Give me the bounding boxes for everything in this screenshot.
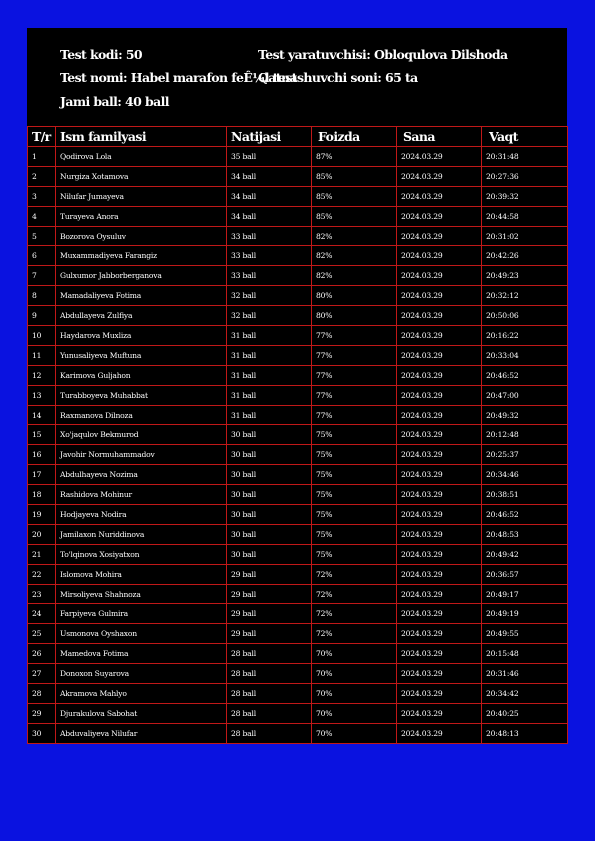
table-cell: 20:16:22 <box>482 326 568 346</box>
table-cell: 20:49:42 <box>482 544 568 564</box>
table-cell: 2024.03.29 <box>397 703 482 723</box>
table-cell: 20:36:57 <box>482 564 568 584</box>
table-cell: Rashidova Mohinur <box>56 485 227 505</box>
table-cell: 7 <box>28 266 56 286</box>
table-cell: 20:33:04 <box>482 345 568 365</box>
total-score: Jami ball: 40 ball <box>60 94 169 109</box>
table-cell: 31 ball <box>227 385 312 405</box>
table-cell: 2024.03.29 <box>397 604 482 624</box>
column-header: Ism familyasi <box>56 127 227 147</box>
table-cell: 35 ball <box>227 147 312 167</box>
table-cell: 77% <box>312 326 397 346</box>
table-row <box>28 684 568 704</box>
table-cell: 20:27:36 <box>482 166 568 186</box>
table-cell: 8 <box>28 286 56 306</box>
table-cell: 32 ball <box>227 306 312 326</box>
column-header: Foizda <box>312 127 397 147</box>
table-row <box>28 345 568 365</box>
table-cell: 70% <box>312 723 397 743</box>
table-cell: 13 <box>28 385 56 405</box>
table-cell: 24 <box>28 604 56 624</box>
table-row <box>28 286 568 306</box>
table-cell: Djurakulova Sabohat <box>56 703 227 723</box>
table-cell: 77% <box>312 385 397 405</box>
table-row <box>28 544 568 564</box>
table-row <box>28 644 568 664</box>
table-row <box>28 485 568 505</box>
table-cell: 2024.03.29 <box>397 286 482 306</box>
table-cell: 34 ball <box>227 186 312 206</box>
table-cell: 20:12:48 <box>482 425 568 445</box>
table-cell: Farpiyeva Gulmira <box>56 604 227 624</box>
table-cell: 2024.03.29 <box>397 544 482 564</box>
table-cell: 30 ball <box>227 544 312 564</box>
table-cell: 75% <box>312 544 397 564</box>
table-cell: 2024.03.29 <box>397 723 482 743</box>
table-row <box>28 326 568 346</box>
table-cell: 20:49:55 <box>482 624 568 644</box>
table-row <box>28 604 568 624</box>
table-cell: Islomova Mohira <box>56 564 227 584</box>
table-cell: 33 ball <box>227 226 312 246</box>
table-cell: 75% <box>312 465 397 485</box>
table-cell: 20:31:46 <box>482 664 568 684</box>
table-cell: 87% <box>312 147 397 167</box>
table-cell: Turabboyeva Muhabbat <box>56 385 227 405</box>
table-cell: 25 <box>28 624 56 644</box>
table-cell: 32 ball <box>227 286 312 306</box>
table-cell: Nilufar Jumayeva <box>56 186 227 206</box>
table-cell: 20 <box>28 524 56 544</box>
table-cell: 2024.03.29 <box>397 445 482 465</box>
table-row <box>28 186 568 206</box>
table-cell: 2024.03.29 <box>397 624 482 644</box>
table-cell: 31 ball <box>227 326 312 346</box>
table-cell: 2024.03.29 <box>397 465 482 485</box>
table-cell: To'lqinova Xosiyatxon <box>56 544 227 564</box>
table-row <box>28 405 568 425</box>
table-cell: 9 <box>28 306 56 326</box>
table-cell: 20:48:53 <box>482 524 568 544</box>
table-cell: 3 <box>28 186 56 206</box>
table-cell: 2 <box>28 166 56 186</box>
table-cell: 23 <box>28 584 56 604</box>
test-code: Test kodi: 50 <box>60 47 143 62</box>
table-cell: 2024.03.29 <box>397 684 482 704</box>
table-cell: 28 <box>28 684 56 704</box>
table-cell: 5 <box>28 226 56 246</box>
table-cell: 75% <box>312 445 397 465</box>
table-cell: 30 ball <box>227 485 312 505</box>
table-cell: 34 ball <box>227 206 312 226</box>
table-cell: 28 ball <box>227 684 312 704</box>
table-cell: 27 <box>28 664 56 684</box>
table-cell: Abduvaliyeva Nilufar <box>56 723 227 743</box>
column-header: Vaqt <box>482 127 568 147</box>
table-row <box>28 505 568 525</box>
table-cell: 75% <box>312 485 397 505</box>
table-cell: Abdulhayeva Nozima <box>56 465 227 485</box>
table-cell: 82% <box>312 246 397 266</box>
table-cell: 2024.03.29 <box>397 505 482 525</box>
table-row <box>28 226 568 246</box>
table-cell: 19 <box>28 505 56 525</box>
table-cell: Gulxumor Jabborberganova <box>56 266 227 286</box>
column-header: Sana <box>397 127 482 147</box>
table-cell: 20:49:17 <box>482 584 568 604</box>
table-cell: 2024.03.29 <box>397 564 482 584</box>
table-row <box>28 206 568 226</box>
column-header: T/r <box>28 127 56 147</box>
table-cell: 20:42:26 <box>482 246 568 266</box>
table-cell: 2024.03.29 <box>397 485 482 505</box>
table-cell: 20:25:37 <box>482 445 568 465</box>
table-cell: 2024.03.29 <box>397 306 482 326</box>
table-cell: 70% <box>312 703 397 723</box>
table-row <box>28 723 568 743</box>
table-cell: 75% <box>312 425 397 445</box>
table-cell: 1 <box>28 147 56 167</box>
table-cell: 77% <box>312 405 397 425</box>
table-cell: 33 ball <box>227 266 312 286</box>
table-cell: 26 <box>28 644 56 664</box>
table-cell: 31 ball <box>227 365 312 385</box>
table-cell: 2024.03.29 <box>397 166 482 186</box>
table-cell: Mamadaliyeva Fotima <box>56 286 227 306</box>
table-row <box>28 425 568 445</box>
table-cell: 2024.03.29 <box>397 186 482 206</box>
table-cell: Raxmanova Dilnoza <box>56 405 227 425</box>
table-row <box>28 703 568 723</box>
table-cell: 30 ball <box>227 445 312 465</box>
table-cell: Nurgiza Xotamova <box>56 166 227 186</box>
table-cell: 77% <box>312 365 397 385</box>
table-row <box>28 664 568 684</box>
table-cell: 22 <box>28 564 56 584</box>
table-cell: 20:46:52 <box>482 505 568 525</box>
table-row <box>28 365 568 385</box>
table-cell: Javohir Normuhammadov <box>56 445 227 465</box>
table-cell: 16 <box>28 445 56 465</box>
table-cell: 15 <box>28 425 56 445</box>
table-cell: 20:47:00 <box>482 385 568 405</box>
table-row <box>28 147 568 167</box>
table-cell: 80% <box>312 286 397 306</box>
table-cell: 72% <box>312 624 397 644</box>
table-cell: Mirsoliyeva Shahnoza <box>56 584 227 604</box>
table-cell: 29 ball <box>227 564 312 584</box>
table-cell: 6 <box>28 246 56 266</box>
table-cell: 2024.03.29 <box>397 226 482 246</box>
table-cell: 2024.03.29 <box>397 365 482 385</box>
table-cell: 80% <box>312 306 397 326</box>
table-cell: Haydarova Muxliza <box>56 326 227 346</box>
table-cell: 28 ball <box>227 703 312 723</box>
table-cell: 2024.03.29 <box>397 524 482 544</box>
table-cell: 70% <box>312 664 397 684</box>
table-cell: 20:49:19 <box>482 604 568 624</box>
table-cell: 28 ball <box>227 723 312 743</box>
table-cell: Hodjayeva Nodira <box>56 505 227 525</box>
table-row <box>28 624 568 644</box>
table-cell: 75% <box>312 524 397 544</box>
table-cell: 29 ball <box>227 584 312 604</box>
table-cell: 2024.03.29 <box>397 206 482 226</box>
table-cell: 30 ball <box>227 505 312 525</box>
table-cell: 2024.03.29 <box>397 644 482 664</box>
participants-count: Qatnashuvchi soni: 65 ta <box>258 70 418 85</box>
table-cell: 20:46:52 <box>482 365 568 385</box>
table-cell: 29 <box>28 703 56 723</box>
table-cell: Xo'jaqulov Bekmurod <box>56 425 227 445</box>
table-cell: 20:48:13 <box>482 723 568 743</box>
table-cell: 2024.03.29 <box>397 246 482 266</box>
table-cell: 12 <box>28 365 56 385</box>
table-cell: 18 <box>28 485 56 505</box>
table-cell: Jamilaxon Nuriddinova <box>56 524 227 544</box>
test-name: Test nomi: Habel marafon feÊ¼l test <box>60 70 297 85</box>
table-cell: 2024.03.29 <box>397 425 482 445</box>
table-cell: 85% <box>312 206 397 226</box>
table-cell: 2024.03.29 <box>397 266 482 286</box>
table-cell: 72% <box>312 584 397 604</box>
table-cell: 20:40:25 <box>482 703 568 723</box>
table-cell: 2024.03.29 <box>397 664 482 684</box>
table-cell: Abdullayeva Zulfiya <box>56 306 227 326</box>
table-cell: 85% <box>312 166 397 186</box>
table-cell: 31 ball <box>227 405 312 425</box>
table-cell: 82% <box>312 226 397 246</box>
table-cell: 20:31:02 <box>482 226 568 246</box>
table-row <box>28 385 568 405</box>
table-cell: Karimova Guljahon <box>56 365 227 385</box>
table-cell: 30 ball <box>227 524 312 544</box>
table-cell: 21 <box>28 544 56 564</box>
table-cell: 30 <box>28 723 56 743</box>
table-cell: Mamedova Fotima <box>56 644 227 664</box>
results-sheet <box>27 28 567 744</box>
table-cell: Bozorova Oysuluv <box>56 226 227 246</box>
table-cell: 77% <box>312 345 397 365</box>
table-cell: Muxammadiyeva Farangiz <box>56 246 227 266</box>
table-cell: 20:44:58 <box>482 206 568 226</box>
table-cell: 17 <box>28 465 56 485</box>
table-cell: Turayeva Anora <box>56 206 227 226</box>
table-cell: 29 ball <box>227 604 312 624</box>
table-cell: 10 <box>28 326 56 346</box>
table-cell: 20:34:42 <box>482 684 568 704</box>
table-cell: 33 ball <box>227 246 312 266</box>
table-row <box>28 266 568 286</box>
table-cell: 20:49:23 <box>482 266 568 286</box>
table-cell: Qodirova Lola <box>56 147 227 167</box>
table-cell: 20:49:32 <box>482 405 568 425</box>
table-cell: 70% <box>312 644 397 664</box>
table-row <box>28 445 568 465</box>
table-cell: 20:39:32 <box>482 186 568 206</box>
table-cell: 2024.03.29 <box>397 584 482 604</box>
table-cell: 20:31:48 <box>482 147 568 167</box>
table-cell: 30 ball <box>227 465 312 485</box>
table-cell: 11 <box>28 345 56 365</box>
column-header: Natijasi <box>227 127 312 147</box>
table-cell: 72% <box>312 604 397 624</box>
table-cell: 20:38:51 <box>482 485 568 505</box>
table-cell: 2024.03.29 <box>397 405 482 425</box>
table-row <box>28 524 568 544</box>
table-cell: 2024.03.29 <box>397 345 482 365</box>
table-row <box>28 584 568 604</box>
test-author: Test yaratuvchisi: Obloqulova Dilshoda <box>258 47 508 62</box>
table-cell: 72% <box>312 564 397 584</box>
table-cell: 2024.03.29 <box>397 147 482 167</box>
table-cell: 28 ball <box>227 644 312 664</box>
table-row <box>28 306 568 326</box>
table-cell: Donoxon Suyarova <box>56 664 227 684</box>
table-cell: Usmonova Oyshaxon <box>56 624 227 644</box>
table-row <box>28 166 568 186</box>
table-cell: 82% <box>312 266 397 286</box>
table-cell: 30 ball <box>227 425 312 445</box>
table-cell: 14 <box>28 405 56 425</box>
table-cell: 75% <box>312 505 397 525</box>
table-cell: 20:50:06 <box>482 306 568 326</box>
table-cell: 20:32:12 <box>482 286 568 306</box>
table-cell: 2024.03.29 <box>397 385 482 405</box>
table-cell: 2024.03.29 <box>397 326 482 346</box>
table-cell: 20:15:48 <box>482 644 568 664</box>
table-cell: Akramova Mahlyo <box>56 684 227 704</box>
table-row <box>28 564 568 584</box>
table-row <box>28 246 568 266</box>
table-row <box>28 465 568 485</box>
table-cell: 31 ball <box>227 345 312 365</box>
table-cell: 20:34:46 <box>482 465 568 485</box>
results-table <box>27 126 568 744</box>
table-cell: 4 <box>28 206 56 226</box>
table-cell: Yunusaliyeva Muftuna <box>56 345 227 365</box>
table-cell: 70% <box>312 684 397 704</box>
table-cell: 34 ball <box>227 166 312 186</box>
table-cell: 85% <box>312 186 397 206</box>
table-cell: 29 ball <box>227 624 312 644</box>
table-header-row <box>28 127 568 147</box>
table-cell: 28 ball <box>227 664 312 684</box>
